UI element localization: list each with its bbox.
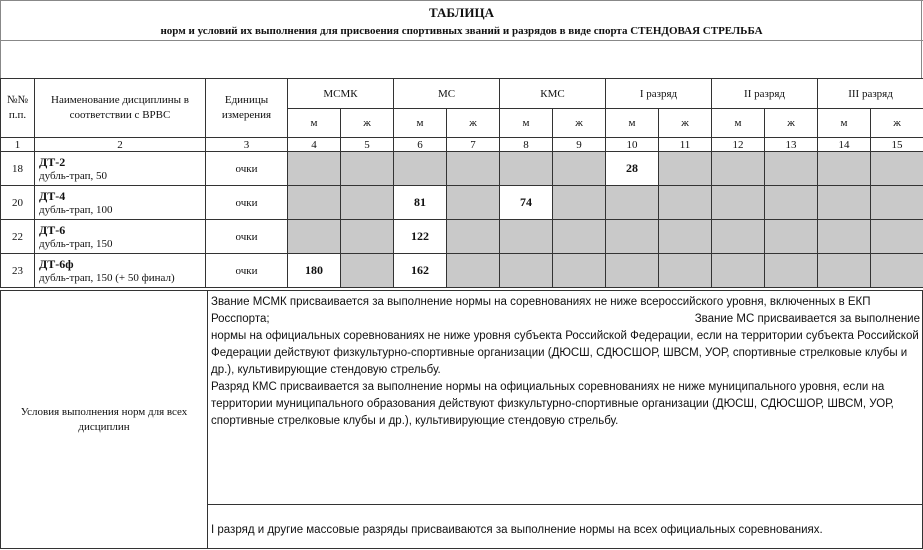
msmk-condition-tail: Росспорта; — [211, 313, 270, 325]
header-num: №№ п.п. — [1, 79, 35, 138]
page-title: ТАБЛИЦА — [429, 5, 494, 20]
empty-norm-cell — [659, 186, 712, 220]
header-male: м — [606, 109, 659, 138]
row-number: 18 — [1, 152, 35, 186]
empty-norm-cell — [500, 254, 553, 288]
discipline-code: ДТ-2 — [39, 154, 66, 169]
column-number: 13 — [765, 138, 818, 152]
norm-value: 162 — [394, 254, 447, 288]
kms-condition: Разряд КМС присваивается за выполнение нормы на официальных соревнованиях не ниже муниципального уровня, если на территории муниципального образования действуют физкультурно-спортивные организации (ДЮСШ, СДЮСШОР, ШВСМ, УОР, спортивные стрелковые клубы и др.), культивирующие стендовую стрельбу. — [211, 381, 894, 427]
discipline-description: дубль-трап, 100 — [39, 203, 113, 216]
conditions-row — [1, 291, 923, 505]
column-number: 2 — [35, 138, 206, 152]
discipline-cell — [35, 186, 206, 220]
header-rank-3: III разряд — [818, 79, 923, 109]
empty-norm-cell — [606, 220, 659, 254]
ms-condition-start — [211, 311, 920, 328]
column-number: 1 — [1, 138, 35, 152]
empty-norm-cell — [341, 254, 394, 288]
column-number: 8 — [500, 138, 553, 152]
conditions-text — [208, 291, 923, 505]
empty-norm-cell — [871, 220, 923, 254]
header-units: Единицы измерения — [206, 79, 288, 138]
empty-norm-cell — [712, 186, 765, 220]
discipline-code: ДТ-6ф — [39, 256, 74, 271]
empty-norm-cell — [288, 220, 341, 254]
conditions-table — [0, 290, 923, 549]
discipline-code: ДТ-6 — [39, 222, 66, 237]
empty-norm-cell — [288, 152, 341, 186]
column-number-row — [1, 138, 923, 152]
empty-norm-cell — [659, 152, 712, 186]
column-number: 3 — [206, 138, 288, 152]
empty-norm-cell — [341, 220, 394, 254]
header-row-ranks — [1, 79, 923, 109]
header-male: м — [818, 109, 871, 138]
header-discipline: Наименование дисциплины в соответствии с ВРВС — [35, 79, 206, 138]
conditions-label: Условия выполнения норм для всех дисциплин — [1, 291, 208, 549]
column-number: 6 — [394, 138, 447, 152]
units-cell: очки — [206, 220, 288, 254]
norm-value: 74 — [500, 186, 553, 220]
ms-condition: нормы на официальных соревнованиях не ниже уровня субъекта Российской Федерации, если на территории субъекта Российской Федерации действуют физкультурно-спортивные организации (ДЮСШ, СДЮСШОР, ШВСМ, УОР, спортивные стрелковые клубы и др.), культивирующие стендовую стрельбу. — [211, 330, 919, 376]
table-row — [1, 254, 923, 288]
norm-value: 28 — [606, 152, 659, 186]
column-number: 7 — [447, 138, 500, 152]
column-number: 9 — [553, 138, 606, 152]
header-male: м — [500, 109, 553, 138]
column-number: 5 — [341, 138, 394, 152]
discipline-cell — [35, 254, 206, 288]
row-number: 20 — [1, 186, 35, 220]
header-female: ж — [341, 109, 394, 138]
header-female: ж — [659, 109, 712, 138]
discipline-cell — [35, 152, 206, 186]
row-number: 22 — [1, 220, 35, 254]
header-female: ж — [765, 109, 818, 138]
empty-norm-cell — [553, 254, 606, 288]
empty-norm-cell — [341, 186, 394, 220]
table-row — [1, 220, 923, 254]
empty-norm-cell — [553, 220, 606, 254]
empty-norm-cell — [818, 254, 871, 288]
header-female: ж — [553, 109, 606, 138]
discipline-cell — [35, 220, 206, 254]
units-cell: очки — [206, 254, 288, 288]
msmk-condition: Звание МСМК присваивается за выполнение нормы на соревнованиях не ниже всероссийского уровня, включенных в ЕКП — [211, 296, 871, 308]
header-rank-2: II разряд — [712, 79, 818, 109]
empty-norm-cell — [606, 186, 659, 220]
empty-norm-cell — [765, 254, 818, 288]
top-border — [0, 0, 923, 1]
discipline-description: дубль-трап, 50 — [39, 169, 108, 182]
header-female: ж — [447, 109, 500, 138]
discipline-description: дубль-трап, 150 — [39, 237, 113, 250]
table-row — [1, 186, 923, 220]
empty-norm-cell — [765, 220, 818, 254]
units-cell: очки — [206, 152, 288, 186]
empty-norm-cell — [500, 220, 553, 254]
empty-norm-cell — [659, 220, 712, 254]
header-rank-msmk: МСМК — [288, 79, 394, 109]
empty-norm-cell — [606, 254, 659, 288]
empty-norm-cell — [712, 254, 765, 288]
column-number: 4 — [288, 138, 341, 152]
units-cell: очки — [206, 186, 288, 220]
empty-norm-cell — [447, 152, 500, 186]
empty-norm-cell — [288, 186, 341, 220]
empty-norm-cell — [712, 152, 765, 186]
title-divider — [0, 40, 923, 41]
header-rank-ms: МС — [394, 79, 500, 109]
empty-norm-cell — [553, 186, 606, 220]
empty-norm-cell — [871, 254, 923, 288]
empty-norm-cell — [341, 152, 394, 186]
empty-norm-cell — [447, 254, 500, 288]
header-male: м — [394, 109, 447, 138]
empty-norm-cell — [765, 186, 818, 220]
norm-value: 180 — [288, 254, 341, 288]
empty-norm-cell — [818, 220, 871, 254]
norms-table — [0, 78, 923, 288]
header-female: ж — [871, 109, 923, 138]
norm-value: 122 — [394, 220, 447, 254]
page-subtitle: норм и условий их выполнения для присвоения спортивных званий и разрядов в виде спорта СТЕНДОВАЯ СТРЕЛЬБА — [160, 25, 763, 37]
empty-norm-cell — [818, 152, 871, 186]
discipline-description: дубль-трап, 150 (+ 50 финал) — [39, 271, 175, 284]
column-number: 10 — [606, 138, 659, 152]
row-number: 23 — [1, 254, 35, 288]
empty-norm-cell — [871, 152, 923, 186]
empty-norm-cell — [394, 152, 447, 186]
column-number: 14 — [818, 138, 871, 152]
empty-norm-cell — [447, 186, 500, 220]
empty-norm-cell — [765, 152, 818, 186]
column-number: 12 — [712, 138, 765, 152]
empty-norm-cell — [712, 220, 765, 254]
empty-norm-cell — [553, 152, 606, 186]
header-rank-kms: КМС — [500, 79, 606, 109]
table-row — [1, 152, 923, 186]
empty-norm-cell — [659, 254, 712, 288]
mass-condition: I разряд и другие массовые разряды присваиваются за выполнение нормы на всех официальных соревнованиях. — [208, 505, 923, 549]
column-number: 15 — [871, 138, 923, 152]
column-number: 11 — [659, 138, 712, 152]
header-rank-1: I разряд — [606, 79, 712, 109]
empty-norm-cell — [871, 186, 923, 220]
empty-norm-cell — [818, 186, 871, 220]
discipline-code: ДТ-4 — [39, 188, 66, 203]
ms-condition-head: Звание МС присваивается за выполнение — [694, 313, 920, 325]
header-male: м — [712, 109, 765, 138]
empty-norm-cell — [447, 220, 500, 254]
empty-norm-cell — [500, 152, 553, 186]
header-male: м — [288, 109, 341, 138]
data-rows — [1, 152, 923, 288]
norm-value: 81 — [394, 186, 447, 220]
